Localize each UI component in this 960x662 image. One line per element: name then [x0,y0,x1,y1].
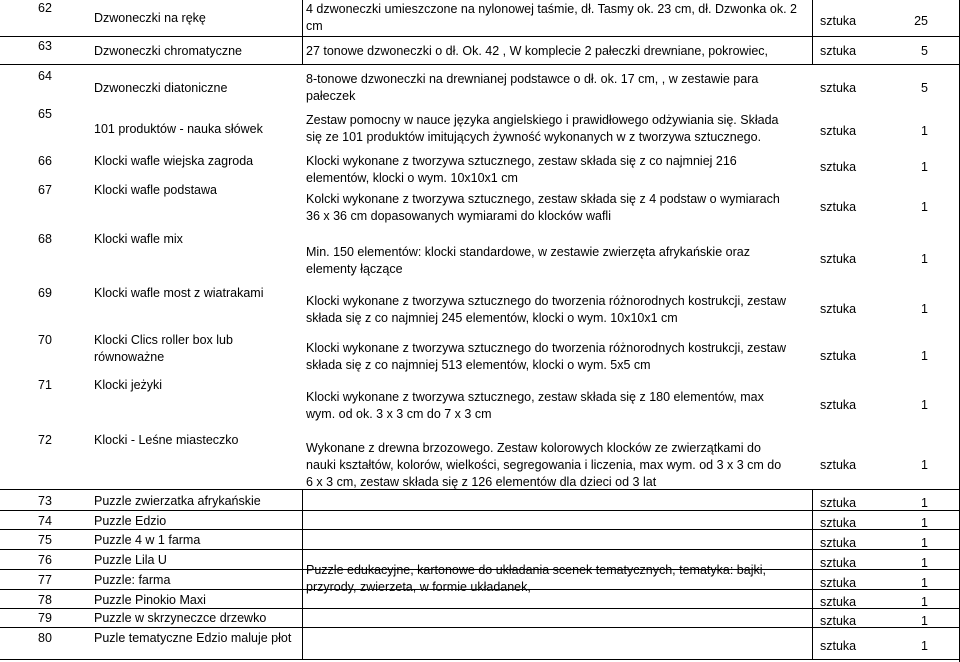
item-unit: sztuka [820,458,857,472]
item-description: Klocki wykonane z tworzywa sztucznego, zestaw składa się z co najmniej 216 elementów, klocki o wym. 10x10x1 cm [306,154,737,185]
row-number: 63 [38,39,52,53]
item-quantity: 1 [921,614,928,628]
item-quantity: 1 [921,458,928,472]
row-number: 77 [38,573,52,587]
row-number: 65 [38,107,52,121]
item-description: Klocki wykonane z tworzywa sztucznego do tworzenia różnorodnych kostrukcji, zestaw składa się z co najmniej 245 elementów, klocki o wym. 10x10x1 cm [306,294,787,325]
item-description: Zestaw pomocny w nauce języka angielskiego i prawidłowego odżywiania się. Składa się ze 101 produktów imitujących żywność wykonanych w z tworzywa sztucznego. [306,113,779,144]
item-name: Dzwoneczki chromatyczne [94,44,242,58]
item-name: Klocki Clics roller box lub równoważne [94,333,233,364]
row-number: 64 [38,69,52,83]
item-unit: sztuka [820,252,857,266]
item-description: 27 tonowe dzwoneczki o dł. Ok. 42 , W komplecie 2 pałeczki drewniane, pokrowiec, [306,44,769,58]
item-name: 101 produktów - nauka słówek [94,122,263,136]
row-number: 80 [38,631,52,645]
item-unit: sztuka [820,576,857,590]
item-quantity: 1 [921,349,928,363]
item-unit: sztuka [820,516,857,530]
item-unit: sztuka [820,536,857,550]
item-description: Kolcki wykonane z tworzywa sztucznego, zestaw składa się z 4 podstaw o wymiarach 36 x 36 cm dopasowanych wymiarami do klocków wafli [306,192,780,223]
item-description: Klocki wykonane z tworzywa sztucznego, zestaw składa się z 180 elementów, max wym. od ok. 3 x 3 cm do 7 x 3 cm [306,390,764,421]
item-unit: sztuka [820,124,857,138]
item-name: Puzzle Edzio [94,514,167,528]
row-number: 68 [38,232,52,246]
item-description: 4 dzwoneczki umieszczone na nylonowej taśmie, dł. Tasmy ok. 23 cm, dł. Dzwonka ok. 2 cm [306,2,797,33]
item-unit: sztuka [820,496,857,510]
item-unit: sztuka [820,81,857,95]
item-quantity: 5 [921,81,928,95]
item-quantity: 25 [914,14,928,28]
item-unit: sztuka [820,302,857,316]
item-name: Klocki - Leśne miasteczko [94,433,239,447]
item-name: Puzzle Pinokio Maxi [94,593,206,607]
item-unit: sztuka [820,349,857,363]
item-name: Dzwoneczki na rękę [94,11,206,25]
item-quantity: 1 [921,200,928,214]
row-number: 70 [38,333,52,347]
row-number: 69 [38,286,52,300]
item-name: Puzzle Lila U [94,553,167,567]
item-name: Puzzle zwierzatka afrykańskie [94,494,261,508]
item-name: Klocki wafle podstawa [94,183,217,197]
item-unit: sztuka [820,595,857,609]
item-quantity: 1 [921,576,928,590]
item-quantity: 1 [921,639,928,653]
item-name: Puzzle 4 w 1 farma [94,533,201,547]
item-name: Klocki wafle wiejska zagroda [94,154,254,168]
item-quantity: 1 [921,398,928,412]
item-description: Min. 150 elementów: klocki standardowe, w zestawie zwierzęta afrykańskie oraz elementy łączące [306,245,750,276]
item-name: Klocki wafle most z wiatrakami [94,286,264,300]
item-name: Puzle tematyczne Edzio maluje płot [94,631,292,645]
row-number: 74 [38,514,52,528]
puzzle-group-description: Puzzle edukacyjne, kartonowe do układania scenek tematycznych, tematyka: bajki, przyrody, zwierzeta, w formie układanek, [306,563,766,594]
row-number: 76 [38,553,52,567]
item-quantity: 1 [921,496,928,510]
item-unit: sztuka [820,639,857,653]
row-number: 73 [38,494,52,508]
row-number: 75 [38,533,52,547]
row-number: 66 [38,154,52,168]
item-name: Klocki jeżyki [94,378,163,392]
item-quantity: 1 [921,124,928,138]
item-name: Puzzle w skrzyneczce drzewko [94,611,267,625]
item-unit: sztuka [820,44,857,58]
item-description: Klocki wykonane z tworzywa sztucznego do tworzenia różnorodnych kostrukcji, zestaw składa się z co najmniej 513 elementów, klocki o wym. 5x5 cm [306,341,787,372]
item-quantity: 1 [921,160,928,174]
item-quantity: 1 [921,252,928,266]
item-description: Wykonane z drewna brzozowego. Zestaw kolorowych klocków ze zwierzątkami do nauki kształtów, kolorów, wielkości, segregowania i liczenia, max wym. od 3 x 3 cm do 6 x 3 cm, zestaw składa się z 126 elementów dla dzieci od 3 lat [306,441,782,489]
item-description: 8-tonowe dzwoneczki na drewnianej podstawce o dł. ok. 17 cm, , w zestawie para pałeczek [306,72,759,103]
row-number: 72 [38,433,52,447]
item-quantity: 1 [921,595,928,609]
row-number: 78 [38,593,52,607]
item-unit: sztuka [820,556,857,570]
item-quantity: 1 [921,536,928,550]
item-unit: sztuka [820,614,857,628]
item-unit: sztuka [820,14,857,28]
item-name: Dzwoneczki diatoniczne [94,81,228,95]
row-number: 67 [38,183,52,197]
item-unit: sztuka [820,200,857,214]
item-unit: sztuka [820,160,857,174]
item-name: Puzzle: farma [94,573,171,587]
item-unit: sztuka [820,398,857,412]
row-number: 71 [38,378,52,392]
row-number: 79 [38,611,52,625]
item-quantity: 1 [921,302,928,316]
row-number: 62 [38,1,52,15]
item-quantity: 1 [921,556,928,570]
item-quantity: 5 [921,44,928,58]
item-quantity: 1 [921,516,928,530]
item-name: Klocki wafle mix [94,232,183,246]
